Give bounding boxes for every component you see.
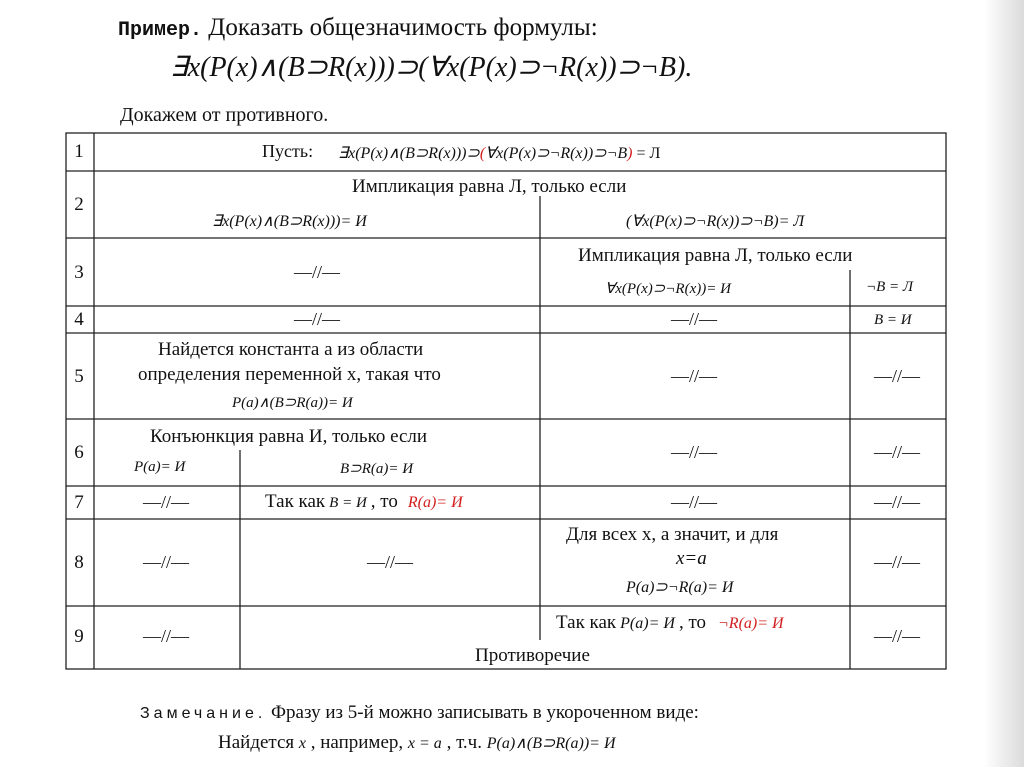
row7-ditto-right: —//— (873, 492, 921, 512)
proof-intro: Докажем от противного. (120, 104, 329, 126)
row4-ditto-left: —//— (293, 309, 341, 329)
example-text: Доказать общезначимость формулы: (202, 14, 598, 41)
row4-ditto-mid: —//— (670, 309, 718, 329)
slide-edge-shadow (984, 0, 1024, 767)
row3-right-text: Импликация равна Л, только если (578, 245, 853, 266)
row9-contradiction: Противоречие (475, 645, 590, 666)
row7-ditto-c1: —//— (142, 492, 190, 512)
row6-text: Конъюнкция равна И, только если (150, 426, 428, 447)
row8-line1: Для всех x, а значит, и для (566, 524, 779, 545)
row6-ditto-mid: —//— (670, 442, 718, 462)
row4-right-formula: B = И (874, 312, 912, 328)
row5-line1: Найдется константа a из области (158, 339, 424, 360)
row9-ditto-right: —//— (873, 626, 921, 646)
row-number: 4 (74, 309, 84, 330)
row-number: 3 (74, 262, 84, 283)
row5-ditto-mid: —//— (670, 366, 718, 386)
row-number: 8 (74, 552, 84, 573)
remark-line (140, 702, 699, 724)
row-number: 5 (74, 366, 84, 387)
row1-label: Пусть: (262, 141, 314, 161)
row5-ditto-right: —//— (873, 366, 921, 386)
main-formula: ∃x(P(x)∧(B⊃R(x)))⊃(∀x(P(x)⊃¬R(x))⊃¬B). (170, 52, 693, 83)
row-number: 6 (74, 442, 84, 463)
row8-line2: x=a (676, 548, 707, 569)
row6-formula1: P(a)= И (134, 459, 186, 475)
row2-right-formula: (∀x(P(x)⊃¬R(x))⊃¬B)= Л (626, 213, 805, 230)
row6-formula2: B⊃R(a)= И (340, 461, 414, 477)
remark-label: Замечание. (140, 705, 267, 722)
row-number: 7 (74, 492, 84, 513)
row5-line2: определения переменной x, такая что (138, 364, 441, 385)
row3-mid-formula: ∀x(P(x)⊃¬R(x))= И (605, 281, 731, 297)
row5-formula: P(a)∧(B⊃R(a))= И (232, 395, 353, 411)
row8-ditto-c2: —//— (366, 552, 414, 572)
row7-ditto-mid: —//— (670, 492, 718, 512)
row7-statement: Так как B = И , то R(a)= И (265, 491, 463, 512)
remark-text: Фразу из 5-й можно записывать в укороченном виде: (266, 702, 699, 723)
row9-statement: Так как P(a)= И , то ¬R(a)= И (556, 612, 784, 633)
row1-formula: ∃x(P(x)∧(B⊃R(x)))⊃(∀x(P(x)⊃¬R(x))⊃¬B) = Л (338, 145, 661, 162)
row-number: 1 (74, 141, 84, 162)
row6-ditto-right: —//— (873, 442, 921, 462)
remark-example: Найдется x , например, x = a , т.ч. P(a)∧(B⊃R(a))= И (218, 732, 616, 753)
example-label: Пример. (118, 19, 203, 42)
row8-ditto-right: —//— (873, 552, 921, 572)
row2-text: Импликация равна Л, только если (352, 176, 627, 197)
row8-formula: P(a)⊃¬R(a)= И (626, 579, 734, 596)
row3-right-formula: ¬B = Л (866, 279, 914, 295)
row-number: 2 (74, 194, 84, 215)
row2-left-formula: ∃x(P(x)∧(B⊃R(x)))= И (212, 213, 367, 230)
row3-ditto: —//— (293, 262, 341, 282)
row8-ditto-c1: —//— (142, 552, 190, 572)
row9-ditto-c1: —//— (142, 626, 190, 646)
row-number: 9 (74, 626, 84, 647)
